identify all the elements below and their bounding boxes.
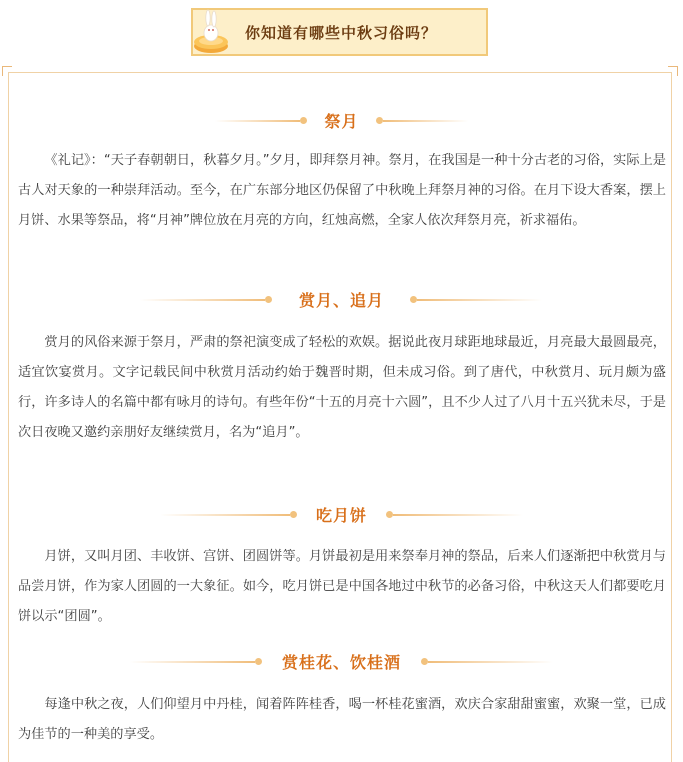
deco-line-right — [417, 299, 542, 301]
section-title: 吃月饼 — [315, 506, 367, 525]
frame-corner-right — [668, 66, 678, 76]
deco-dot — [386, 511, 393, 518]
section-title: 祭月 — [324, 112, 359, 131]
rabbit-on-mooncake-icon — [191, 6, 237, 58]
section-header — [0, 285, 683, 315]
section-title: 赏月、追月 — [298, 291, 384, 310]
section-paragraph: 赏月的风俗来源于祭月，严肃的祭祀演变成了轻松的欢娱。据说此夜月球距地球最近，月亮最大最圆最亮，适宜饮宴赏月。文字记载民间中秋赏月活动约始于魏晋时期，但未成习俗。到了唐代，中秋赏月、玩月颇为盛行，许多诗人的名篇中都有咏月的诗句。有些年份“十五的月亮十六圆”，且不少人过了八月十五兴犹未尽，于是次日夜晚又邀约亲朋好友继续赏月，名为“追月”。 — [18, 335, 666, 440]
section-header — [0, 500, 683, 530]
section-paragraph: 每逢中秋之夜，人们仰望月中丹桂，闻着阵阵桂香，喝一杯桂花蜜酒，欢庆合家甜甜蜜蜜，欢聚一堂，已成为佳节的一种美的享受。 — [18, 697, 666, 742]
section-paragraph: 月饼，又叫月团、丰收饼、宫饼、团圆饼等。月饼最初是用来祭奉月神的祭品，后来人们逐渐把中秋赏月与品尝月饼，作为家人团圆的一大象征。如今，吃月饼已是中国各地过中秋节的必备习俗，中秋这天人们都要吃月饼以示“团圆”。 — [18, 549, 666, 624]
section-title: 赏桂花、饮桂酒 — [281, 653, 401, 672]
section-header — [0, 106, 683, 136]
section-header — [0, 647, 683, 677]
deco-dot — [410, 296, 417, 303]
section-paragraph: 《礼记》：“天子春朝朝日，秋暮夕月。”夕月，即拜祭月神。祭月，在我国是一种十分古老的习俗，实际上是古人对天象的一种崇拜活动。至今，在广东部分地区仍保留了中秋晚上拜祭月神的习俗。在月下设大香案，摆上月饼、水果等祭品，将“月神”牌位放在月亮的方向，红烛高燃，全家人依次拜祭月亮，祈求福佑。 — [18, 153, 666, 228]
deco-line-right — [393, 514, 523, 516]
deco-dot — [421, 658, 428, 665]
deco-line-right — [383, 120, 468, 122]
title-banner — [191, 8, 488, 56]
deco-line-right — [428, 661, 553, 663]
frame-corner-left — [2, 66, 12, 76]
banner-title: 你知道有哪些中秋习俗吗？ — [245, 24, 438, 42]
deco-dot — [376, 117, 383, 124]
